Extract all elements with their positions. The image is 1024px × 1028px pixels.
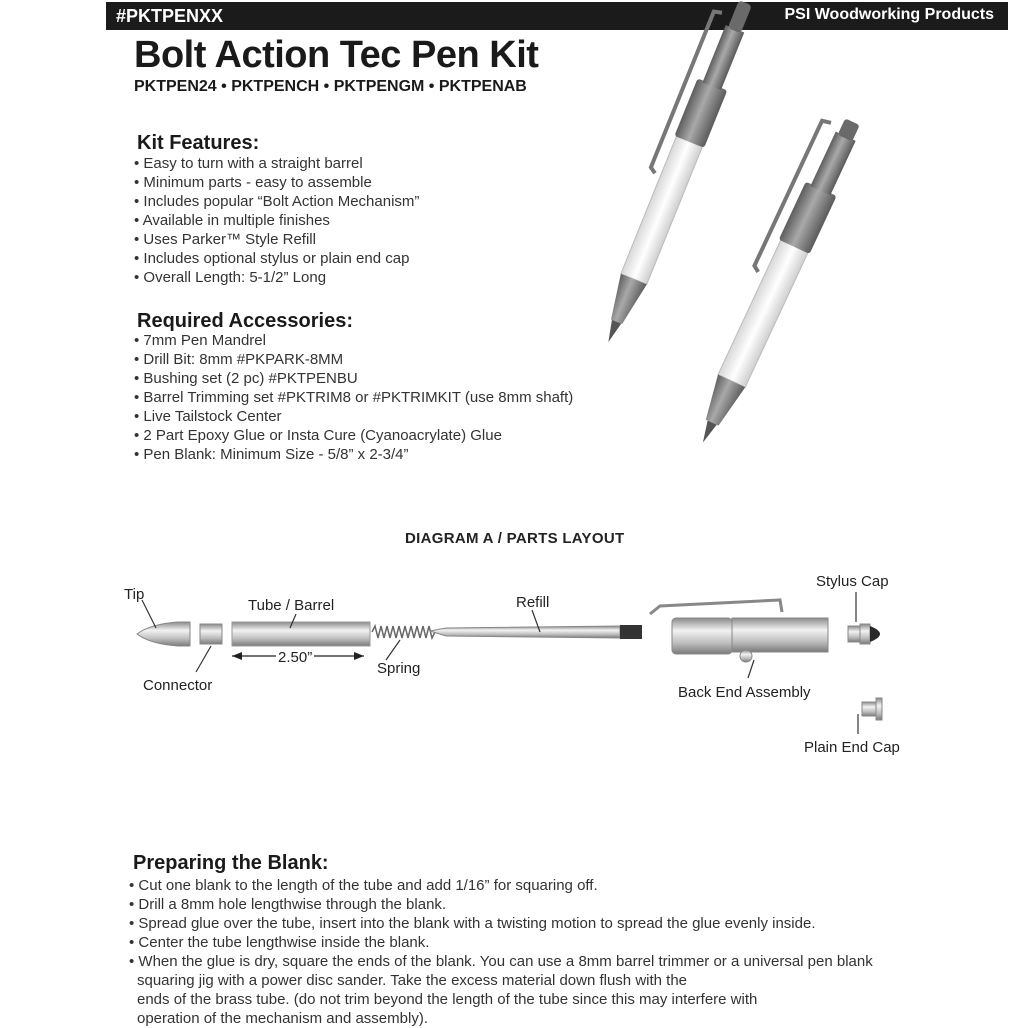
connector-label: Connector xyxy=(143,677,213,694)
list-item: • Center the tube lengthwise inside the blank. xyxy=(129,933,929,952)
list-item: • Drill a 8mm hole lengthwise through the blank. xyxy=(129,895,929,914)
list-item-continuation: ends of the brass tube. (do not trim beyond the length of the tube since this may interfere with xyxy=(137,991,758,1008)
list-item: • 7mm Pen Mandrel xyxy=(134,331,573,350)
list-item: • 2 Part Epoxy Glue or Insta Cure (Cyanoacrylate) Glue xyxy=(134,426,573,445)
diagram-title: DIAGRAM A / PARTS LAYOUT xyxy=(405,530,625,547)
list-item-continuation: squaring jig with a power disc sander. Take the excess material down flush with the xyxy=(137,972,688,989)
spring-part xyxy=(372,626,435,638)
accessories-heading: Required Accessories: xyxy=(137,310,354,332)
plain-end-cap-label: Plain End Cap xyxy=(804,739,900,756)
accessories-list xyxy=(134,331,573,464)
page-title: Bolt Action Tec Pen Kit xyxy=(134,34,539,76)
list-item: • Drill Bit: 8mm #PKPARK-8MM xyxy=(134,350,573,369)
spring-label: Spring xyxy=(377,660,421,677)
list-item: • Bushing set (2 pc) #PKTPENBU xyxy=(134,369,573,388)
header-bar xyxy=(106,2,1008,30)
list-item: • Spread glue over the tube, insert into the blank with a twisting motion to spread the glue evenly inside. xyxy=(129,914,929,933)
connector-part xyxy=(200,624,222,644)
list-item: • Barrel Trimming set #PKTRIM8 or #PKTRIMKIT (use 8mm shaft) xyxy=(134,388,573,407)
list-item: • Cut one blank to the length of the tube and add 1/16” for squaring off. xyxy=(129,876,929,895)
tip-label: Tip xyxy=(124,586,145,603)
pen-image-2 xyxy=(677,110,867,450)
list-item: • Pen Blank: Minimum Size - 5/8” x 2-3/4” xyxy=(134,445,573,464)
list-item: • Uses Parker™ Style Refill xyxy=(134,230,419,249)
pen-image-1 xyxy=(584,0,760,348)
stylus-cap-part xyxy=(848,624,880,644)
plain-end-cap-part xyxy=(862,698,882,720)
preparing-list xyxy=(129,876,929,1028)
list-item: • Easy to turn with a straight barrel xyxy=(134,154,419,173)
list-item: • Minimum parts - easy to assemble xyxy=(134,173,419,192)
dimension-label: 2.50” xyxy=(278,649,313,666)
features-list xyxy=(134,154,419,287)
stylus-cap-label: Stylus Cap xyxy=(816,573,889,590)
list-item: • Live Tailstock Center xyxy=(134,407,573,426)
list-item: • Overall Length: 5-1/2” Long xyxy=(134,268,419,287)
list-item: • Includes optional stylus or plain end cap xyxy=(134,249,419,268)
brand-name: PSI Woodworking Products xyxy=(784,6,994,23)
back-end-assembly-part xyxy=(650,600,828,662)
back-end-label: Back End Assembly xyxy=(678,684,811,701)
sku-list: PKTPEN24 • PKTPENCH • PKTPENGM • PKTPENAB xyxy=(134,78,527,95)
features-heading: Kit Features: xyxy=(137,132,260,154)
preparing-heading: Preparing the Blank: xyxy=(133,852,329,874)
list-item: • When the glue is dry, square the ends of the blank. You can use a 8mm barrel trimmer or a universal pen blank xyxy=(129,952,929,971)
refill-part xyxy=(430,625,642,639)
tube-part xyxy=(232,622,370,646)
list-item: • Available in multiple finishes xyxy=(134,211,419,230)
refill-label: Refill xyxy=(516,594,550,611)
product-code: #PKTPENXX xyxy=(116,6,224,26)
list-item-continuation: operation of the mechanism and assembly). xyxy=(137,1010,428,1027)
tip-part xyxy=(137,622,190,646)
list-item: • Includes popular “Bolt Action Mechanism” xyxy=(134,192,419,211)
tube-label: Tube / Barrel xyxy=(248,597,335,614)
